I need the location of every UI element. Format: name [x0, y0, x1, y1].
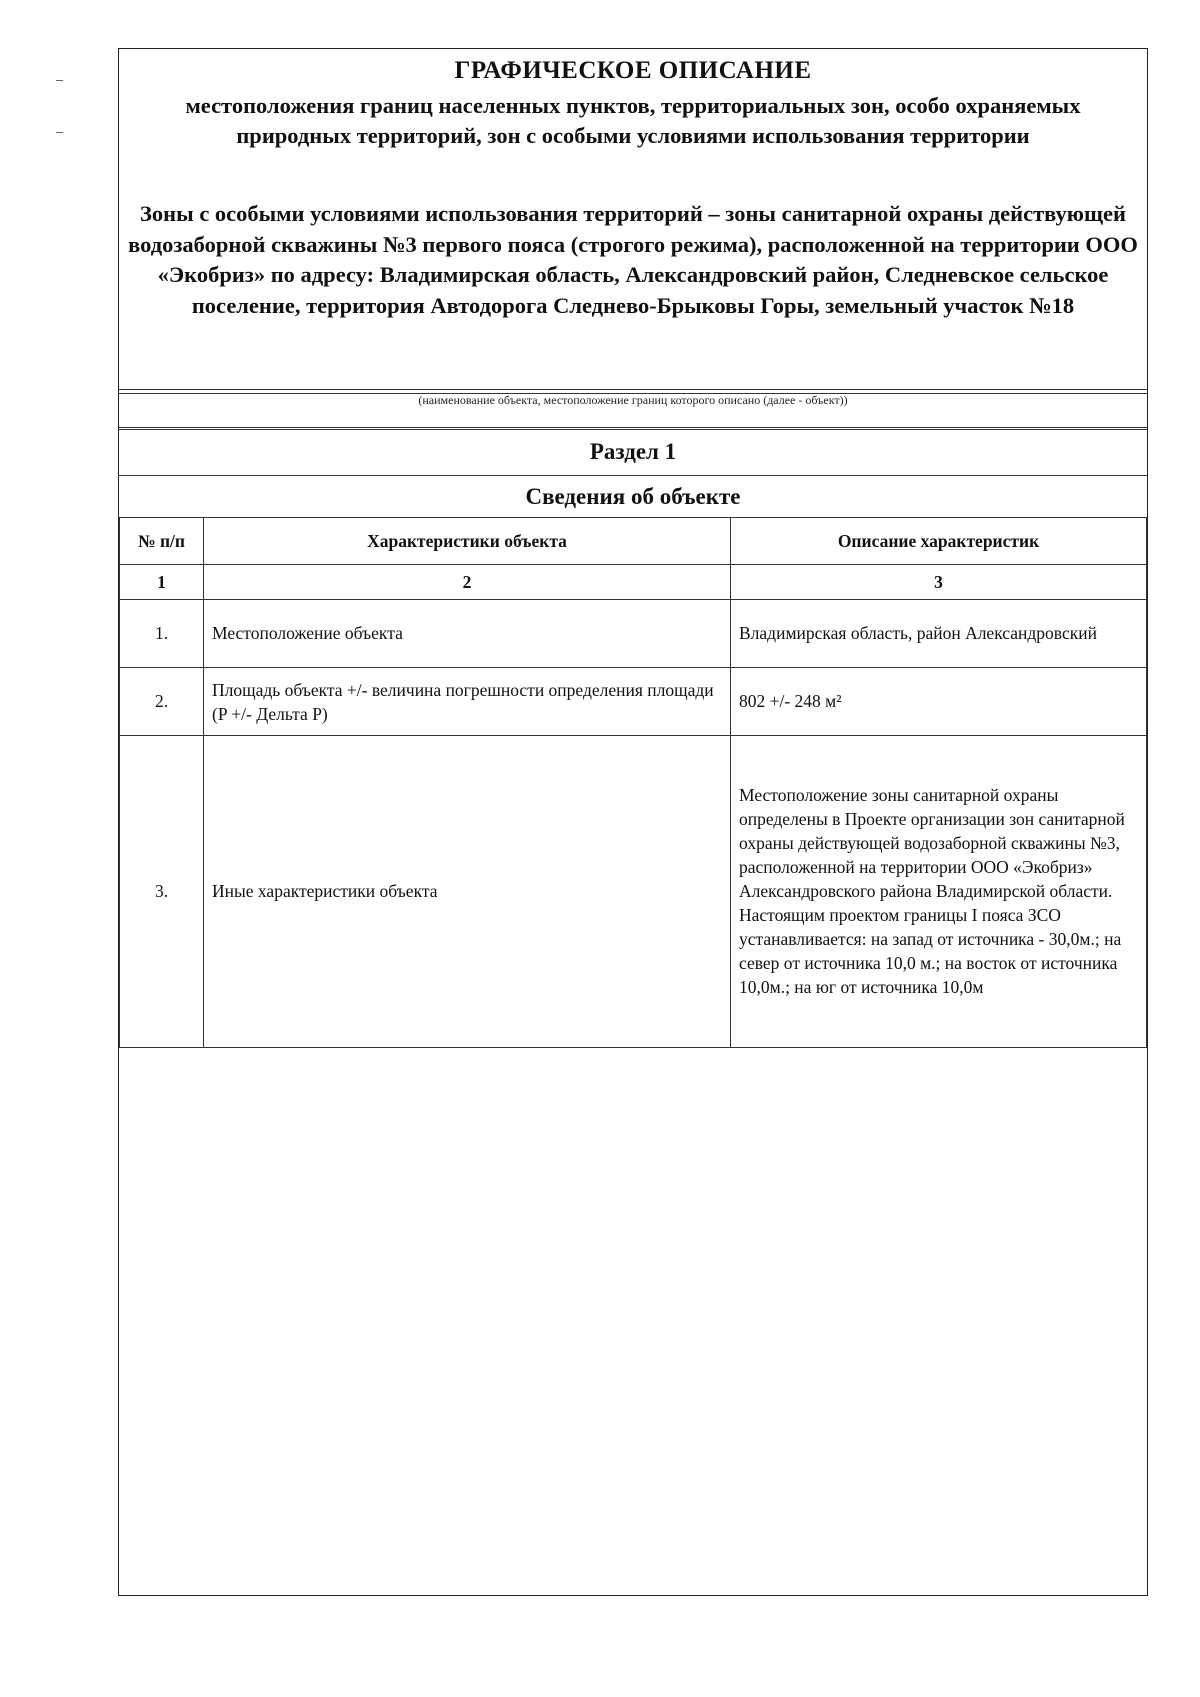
row-description: Владимирская область, район Александровский	[731, 600, 1147, 668]
column-number: 3	[731, 565, 1147, 600]
column-header: № п/п	[120, 518, 204, 565]
row-number: 1.	[120, 600, 204, 668]
row-characteristic: Иные характеристики объекта	[204, 736, 731, 1048]
margin-mark	[56, 80, 63, 81]
table-row	[120, 736, 1147, 1048]
divider	[119, 389, 1147, 390]
margin-mark	[56, 132, 63, 133]
row-description: 802 +/- 248 м²	[731, 668, 1147, 736]
table-row	[120, 668, 1147, 736]
row-number: 3.	[120, 736, 204, 1048]
document-subtitle: местоположения границ населенных пунктов, территориальных зон, особо охраняемых природных территорий, зон с особыми условиями использования территории	[185, 93, 1081, 148]
row-number: 2.	[120, 668, 204, 736]
row-characteristic: Площадь объекта +/- величина погрешности определения площади (P +/- Дельта P)	[204, 668, 731, 736]
table-row	[120, 600, 1147, 668]
divider	[119, 427, 1147, 428]
document-frame	[118, 48, 1148, 1596]
column-header: Описание характеристик	[731, 518, 1147, 565]
document-title: ГРАФИЧЕСКОЕ ОПИСАНИЕ	[454, 57, 812, 84]
section-title: Раздел 1	[589, 439, 677, 464]
column-header: Характеристики объекта	[204, 518, 731, 565]
object-info-table	[119, 517, 1147, 1048]
row-description: Местоположение зоны санитарной охраны определены в Проекте организации зон санитарной охраны действующей водозаборной скважины №3, расположенной на территории ООО «Экобриз» Александровского района Владимирской области. Настоящим проектом границы I пояса ЗСО устанавливается: на запад от источника - 30,0м.; на север от источника 10,0 м.; на восток от источника 10,0м.; на юг от источника 10,0м	[731, 736, 1147, 1048]
column-number: 2	[204, 565, 731, 600]
table-header-row	[120, 518, 1147, 565]
object-name: Зоны с особыми условиями использования территорий – зоны санитарной охраны действующей водозаборной скважины №3 первого пояса (строгого режима), расположенной на территории ООО «Экобриз» по адресу: Владимирская область, Александровский район, Следневское сельское поселение, территория Автодорога Следнево-Брыковы Горы, земельный участок №18	[128, 201, 1138, 318]
column-number-row	[120, 565, 1147, 600]
document-header	[119, 49, 1147, 393]
column-number: 1	[120, 565, 204, 600]
object-caption: (наименование объекта, местоположение границ которого описано (далее - объект))	[418, 393, 848, 407]
section-subtitle: Сведения об объекте	[525, 484, 741, 509]
row-characteristic: Местоположение объекта	[204, 600, 731, 668]
